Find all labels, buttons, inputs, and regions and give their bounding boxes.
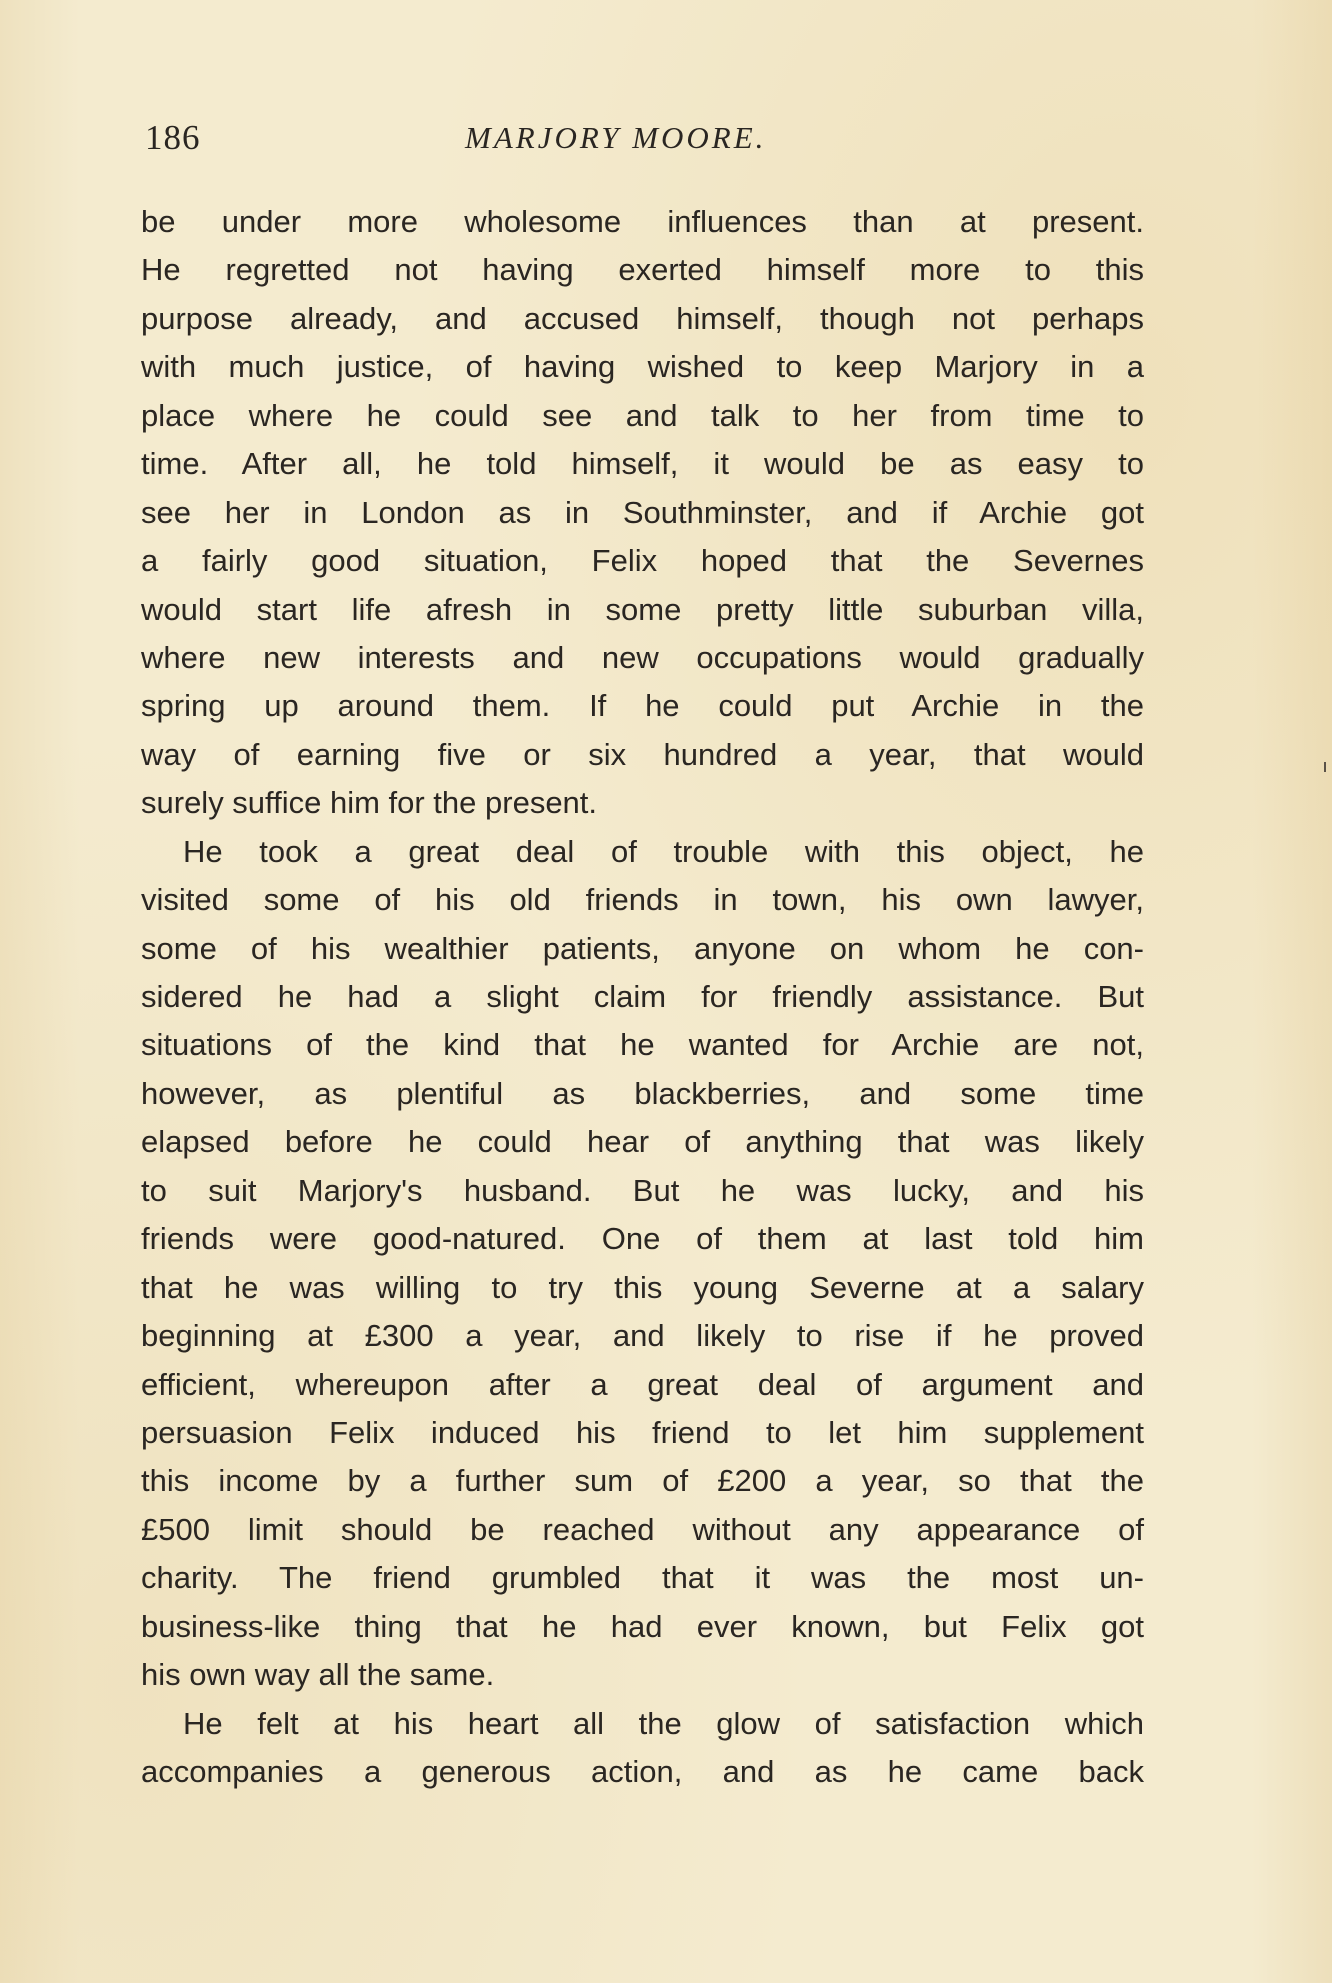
text-line: He took a great deal of trouble with this object, he [183,833,1144,869]
page-number: 186 [145,118,201,157]
text-line: sidered he had a slight claim for friendly assistance. But [141,979,1144,1014]
text-line: some of his wealthier patients, anyone on whom he con- [141,930,1144,966]
margin-mark [1324,762,1326,772]
text-line: purpose already, and accused himself, though not perhaps [141,300,1144,336]
text-line: time. After all, he told himself, it would be as easy to [141,446,1144,482]
page-header [145,118,1145,178]
text-line: He regretted not having exerted himself more to this [141,252,1144,288]
text-line: see her in London as in Southminster, and if Archie got [141,494,1144,530]
text-line: accompanies a generous action, and as he came back [141,1754,1144,1789]
text-line: visited some of his old friends in town, his own lawyer, [141,882,1144,918]
text-line: friends were good-natured. One of them at last told him [141,1221,1144,1257]
body-text [141,198,1144,1796]
text-line: efficient, whereupon after a great deal of argument and [141,1366,1144,1402]
text-line: that he was willing to try this young Severne at a salary [141,1269,1144,1305]
text-line: beginning at £300 a year, and likely to rise if he proved [141,1318,1144,1354]
text-line: would start life afresh in some pretty little suburban villa, [141,591,1144,627]
text-line: to suit Marjory's husband. But he was lucky, and his [141,1172,1144,1208]
text-line: elapsed before he could hear of anything that was likely [141,1124,1144,1160]
text-line: be under more wholesome influences than at present. [141,204,1144,239]
text-line: He felt at his heart all the glow of satisfaction which [183,1705,1144,1741]
text-line: however, as plentiful as blackberries, and some time [141,1075,1144,1111]
text-line: surely suffice him for the present. [141,785,598,821]
text-line: his own way all the same. [141,1657,495,1693]
text-line: a fairly good situation, Felix hoped that the Severnes [141,543,1144,579]
text-line: with much justice, of having wished to keep Marjory in a [141,349,1144,385]
text-line: place where he could see and talk to her from time to [141,397,1144,433]
running-title: MARJORY MOORE. [465,120,767,155]
text-line: persuasion Felix induced his friend to let him supplement [141,1414,1144,1450]
text-line: where new interests and new occupations would gradually [141,639,1144,675]
text-line: business-like thing that he had ever known, but Felix got [141,1608,1144,1644]
text-line: this income by a further sum of £200 a year, so that the [141,1463,1144,1499]
text-line: £500 limit should be reached without any appearance of [141,1511,1144,1547]
text-line: charity. The friend grumbled that it was the most un- [141,1560,1144,1596]
text-line: situations of the kind that he wanted for Archie are not, [141,1027,1144,1063]
text-line: spring up around them. If he could put Archie in the [141,688,1144,724]
text-line: way of earning five or six hundred a year, that would [141,736,1144,772]
